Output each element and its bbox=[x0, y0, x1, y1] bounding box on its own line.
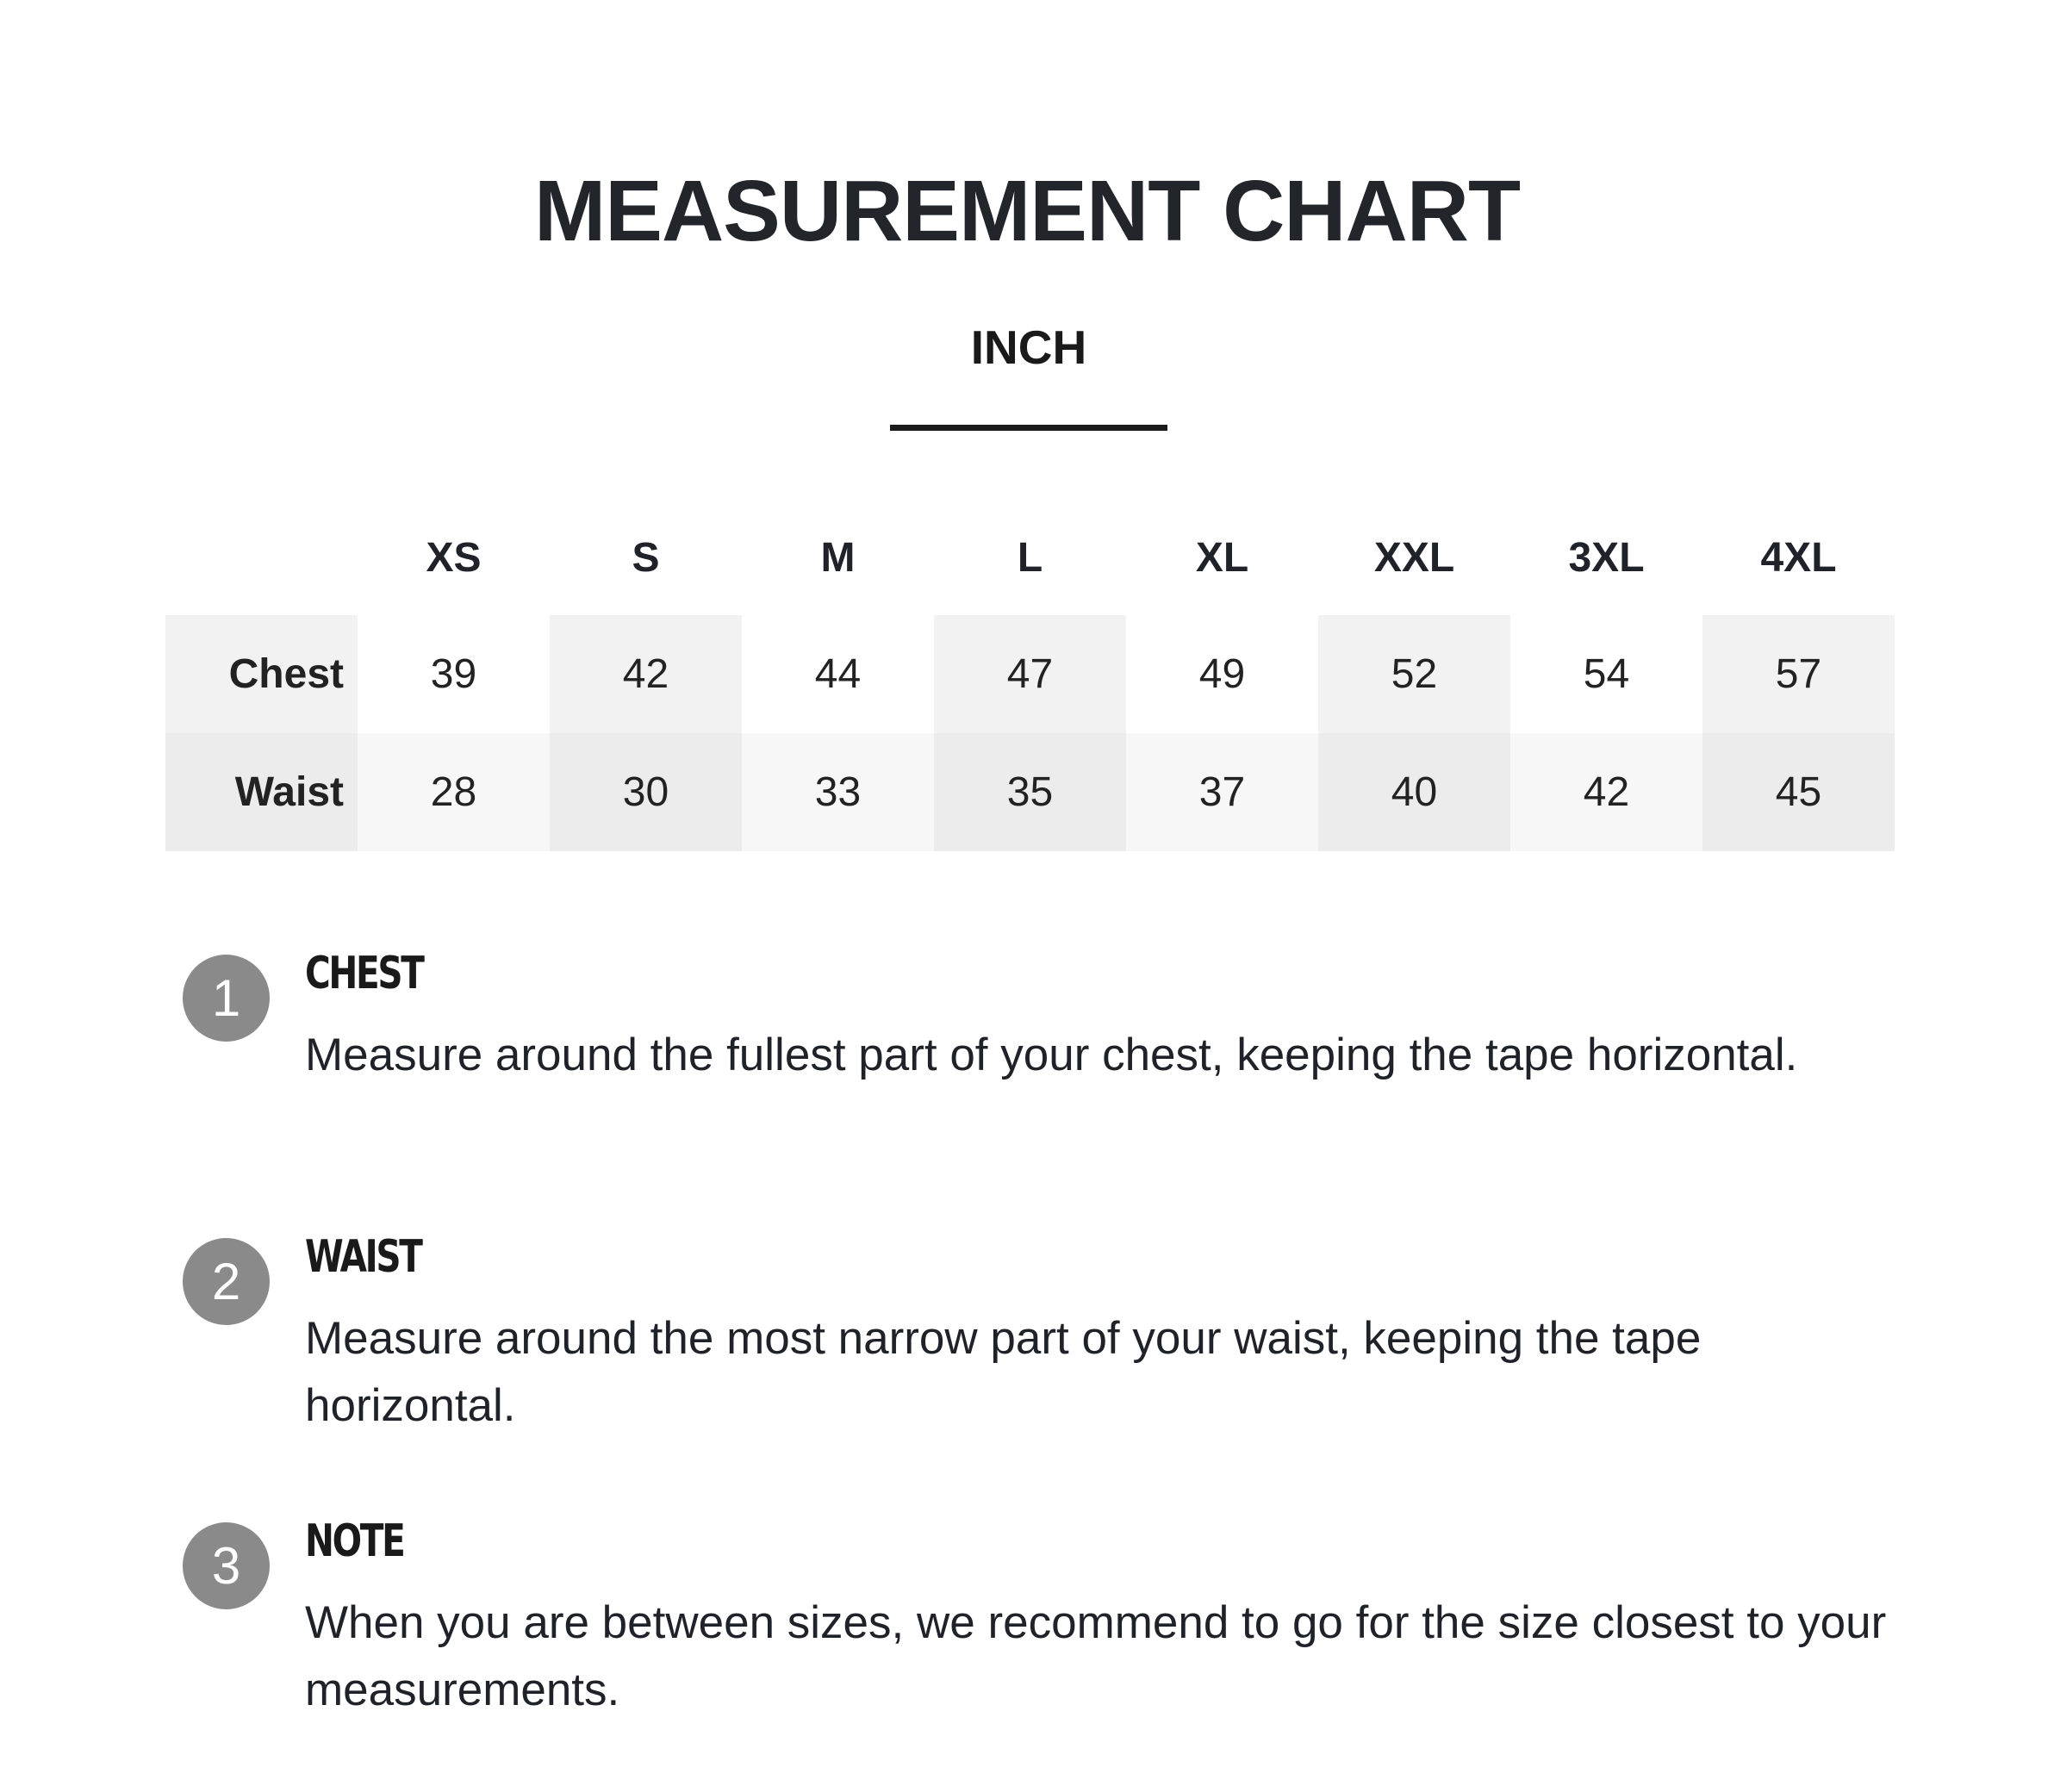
table-cell: 39 bbox=[358, 615, 550, 733]
table-cell: 42 bbox=[550, 615, 742, 733]
table-cell: 33 bbox=[742, 733, 934, 851]
table-cell: 30 bbox=[550, 733, 742, 851]
size-header: M bbox=[820, 534, 856, 581]
size-header: 3XL bbox=[1568, 534, 1645, 581]
header-corner bbox=[165, 500, 358, 615]
table-cell: 37 bbox=[1126, 733, 1318, 851]
guide-text: When you are between sizes, we recommend to go for the size closest to your measurements. bbox=[305, 1597, 1887, 1715]
size-header: S bbox=[632, 534, 660, 581]
guide-title: NOTE bbox=[305, 1515, 404, 1567]
table-cell: 54 bbox=[1510, 615, 1702, 733]
guide-title: CHEST bbox=[305, 948, 423, 999]
table-cell: 40 bbox=[1318, 733, 1510, 851]
table-cell: 35 bbox=[934, 733, 1126, 851]
tab-inch[interactable] bbox=[890, 322, 1167, 431]
table-cell: 49 bbox=[1126, 615, 1318, 733]
table-cell: 42 bbox=[1510, 733, 1702, 851]
step-number-badge: 2 bbox=[183, 1238, 270, 1325]
size-header: XXL bbox=[1373, 534, 1455, 581]
size-header: XS bbox=[426, 534, 482, 581]
table-header-row bbox=[165, 500, 1895, 615]
row-label: Chest bbox=[165, 615, 358, 733]
guide-text: Measure around the most narrow part of your waist, keeping the tape horizontal. bbox=[305, 1313, 1702, 1431]
size-table bbox=[165, 500, 1895, 851]
step-number-badge: 3 bbox=[183, 1522, 270, 1609]
table-row-chest bbox=[165, 615, 1895, 733]
table-row-waist bbox=[165, 733, 1895, 851]
table-cell: 47 bbox=[934, 615, 1126, 733]
size-header: L bbox=[1017, 534, 1043, 581]
guide-text: Measure around the fullest part of your chest, keeping the tape horizontal. bbox=[305, 1030, 1798, 1080]
tab-inch-label: INCH bbox=[970, 320, 1087, 374]
page-title: MEASUREMENT CHART bbox=[533, 163, 1521, 259]
size-header: 4XL bbox=[1760, 534, 1837, 581]
table-cell: 28 bbox=[358, 733, 550, 851]
guide-title: WAIST bbox=[305, 1231, 421, 1283]
row-label: Waist bbox=[165, 733, 358, 851]
table-cell: 57 bbox=[1702, 615, 1895, 733]
table-cell: 44 bbox=[742, 615, 934, 733]
table-cell: 52 bbox=[1318, 615, 1510, 733]
table-cell: 45 bbox=[1702, 733, 1895, 851]
size-header: XL bbox=[1195, 534, 1249, 581]
step-number-badge: 1 bbox=[183, 955, 270, 1042]
active-tab-underline bbox=[890, 425, 1167, 431]
